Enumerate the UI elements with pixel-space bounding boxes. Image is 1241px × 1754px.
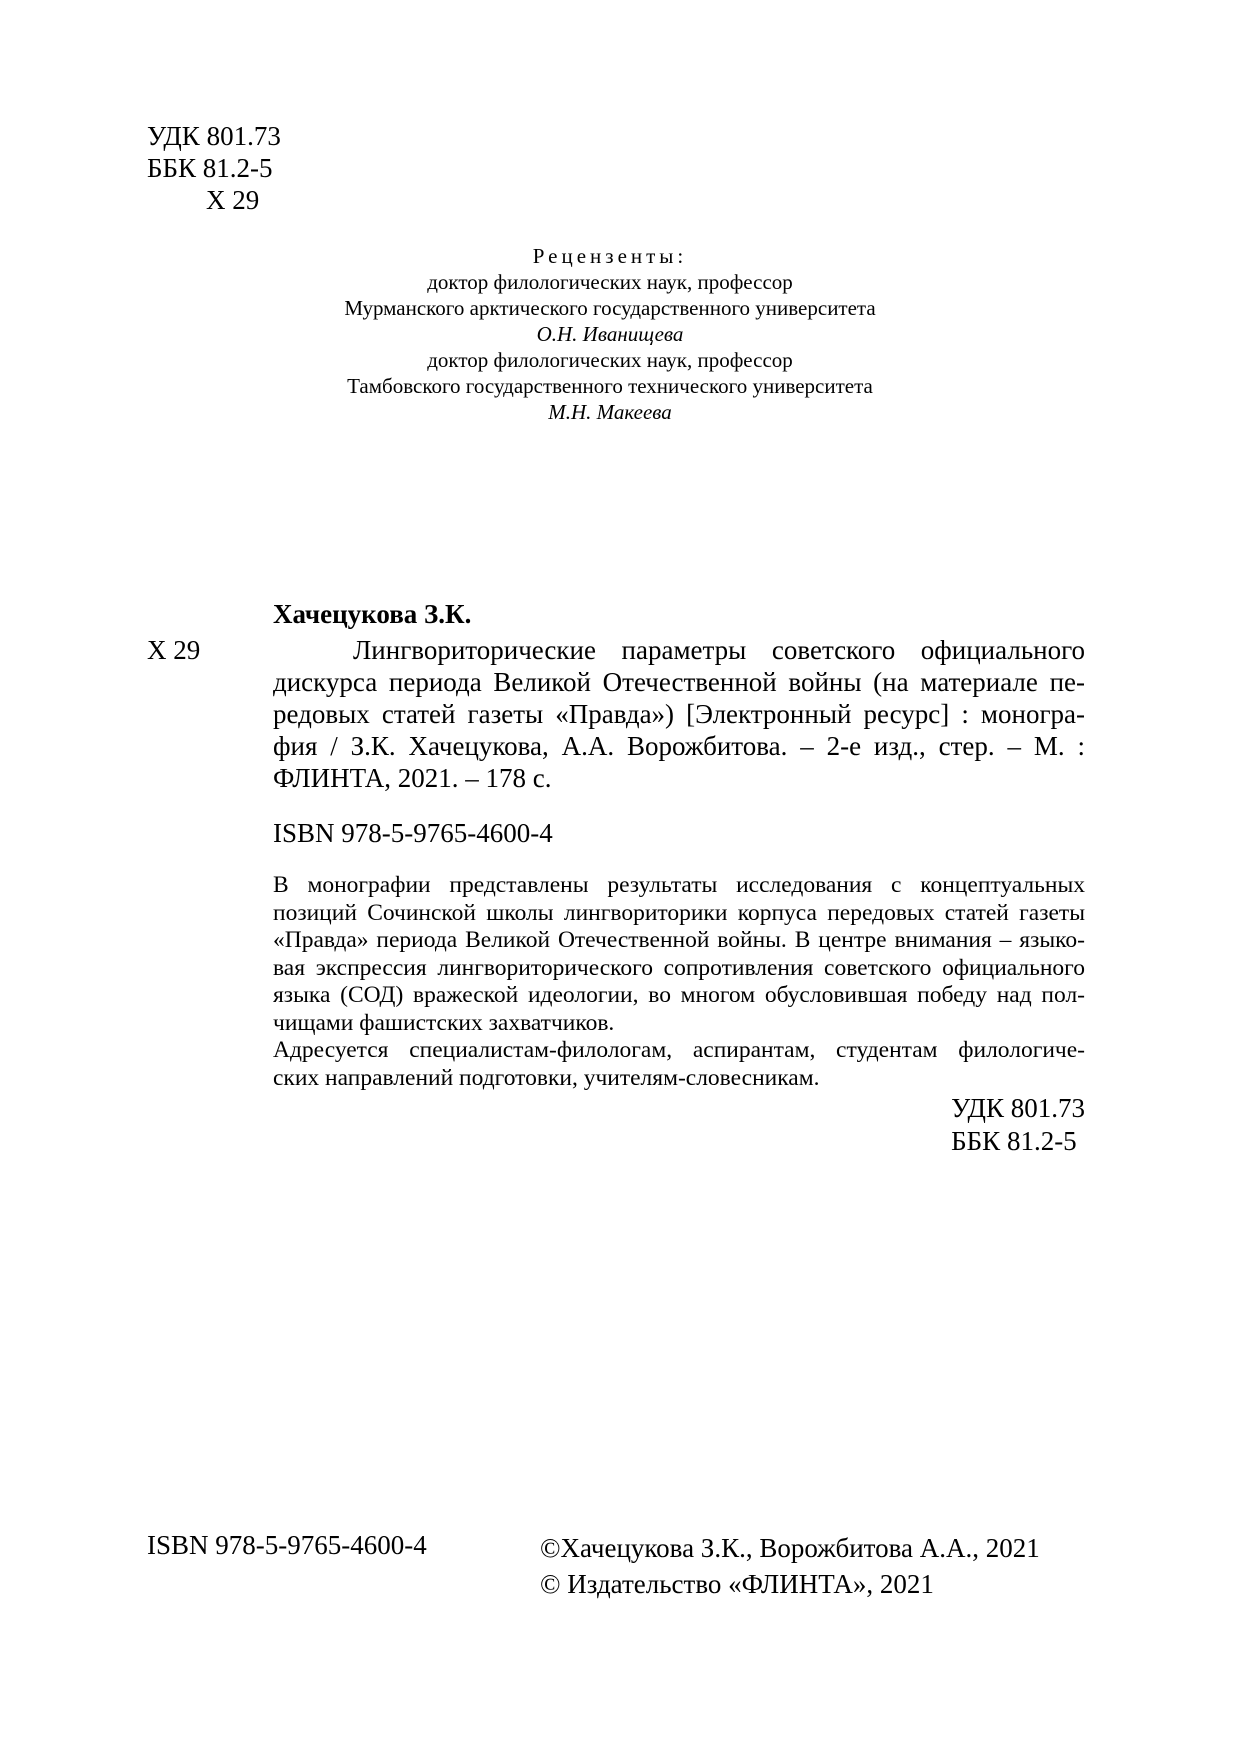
bbk-code: ББК 81.2-5: [147, 153, 273, 183]
reviewer-2-affiliation: Тамбовского государственного технического университета: [347, 374, 873, 398]
book-author: Хачецукова З.К.: [273, 599, 472, 629]
bottom-bbk-code: ББК 81.2-5: [951, 1126, 1077, 1156]
annotation: [273, 872, 1085, 1092]
description-line: Лингвориторические параметры советского официального: [353, 635, 1085, 665]
description-line: редовых статей газеты «Правда») [Электронный ресурс] : моногра-: [273, 699, 1085, 729]
footer-isbn: ISBN 978-5-9765-4600-4: [147, 1530, 427, 1560]
bottom-classification-codes: [951, 1092, 1085, 1158]
annotation-line: В монографии представлены результаты исследования с концептуальных: [273, 872, 1085, 898]
reviewers-block: [210, 243, 1010, 425]
reviewer-2-name: М.Н. Макеева: [548, 400, 672, 424]
isbn: ISBN 978-5-9765-4600-4: [273, 818, 553, 848]
copyright-publisher: © Издательство «ФЛИНТА», 2021: [540, 1569, 934, 1599]
bottom-udk-code: УДК 801.73: [951, 1093, 1085, 1123]
annotation-line: «Правда» периода Великой Отечественной войны. В центре внимания – языко-: [273, 927, 1085, 953]
author-mark: Х 29: [206, 185, 260, 215]
description-line: фия / З.К. Хачецукова, А.А. Ворожбитова. – 2-е изд., стер. – М. :: [273, 731, 1085, 761]
copyright-authors: ©Хачецукова З.К., Ворожбитова А.А., 2021: [540, 1533, 1040, 1563]
reviewers-heading: Рецензенты:: [532, 244, 688, 268]
annotation-line: вая экспрессия лингвориторического сопротивления советского официального: [273, 954, 1085, 981]
annotation-line: ских направлений подготовки, учителям-словесникам.: [273, 1064, 820, 1091]
reviewer-1-degree: доктор филологических наук, профессор: [427, 270, 793, 294]
annotation-line: Адресуется специалистам-филологам, аспирантам, студентам филологиче-: [273, 1037, 1085, 1063]
annotation-line: позиций Сочинской школы лингвориторики корпуса передовых статей газеты: [273, 899, 1085, 926]
book-author-mark: Х 29: [147, 635, 201, 665]
bibliographic-description: [273, 634, 1085, 794]
annotation-line: языка (СОД) вражеской идеологии, во многом обусловившая победу над пол-: [273, 982, 1085, 1008]
copyright-block: [540, 1530, 1040, 1602]
reviewer-1-affiliation: Мурманского арктического государственного университета: [344, 296, 876, 320]
description-line: ФЛИНТА, 2021. – 178 с.: [273, 763, 552, 793]
reviewer-1-name: О.Н. Иванищева: [536, 322, 684, 346]
udk-code: УДК 801.73: [147, 121, 281, 151]
reviewer-2-degree: доктор филологических наук, профессор: [427, 348, 793, 372]
classification-codes: [147, 120, 281, 216]
annotation-line: чищами фашистских захватчиков.: [273, 1009, 615, 1036]
description-line: дискурса периода Великой Отечественной войны (на материале пе-: [273, 667, 1085, 697]
